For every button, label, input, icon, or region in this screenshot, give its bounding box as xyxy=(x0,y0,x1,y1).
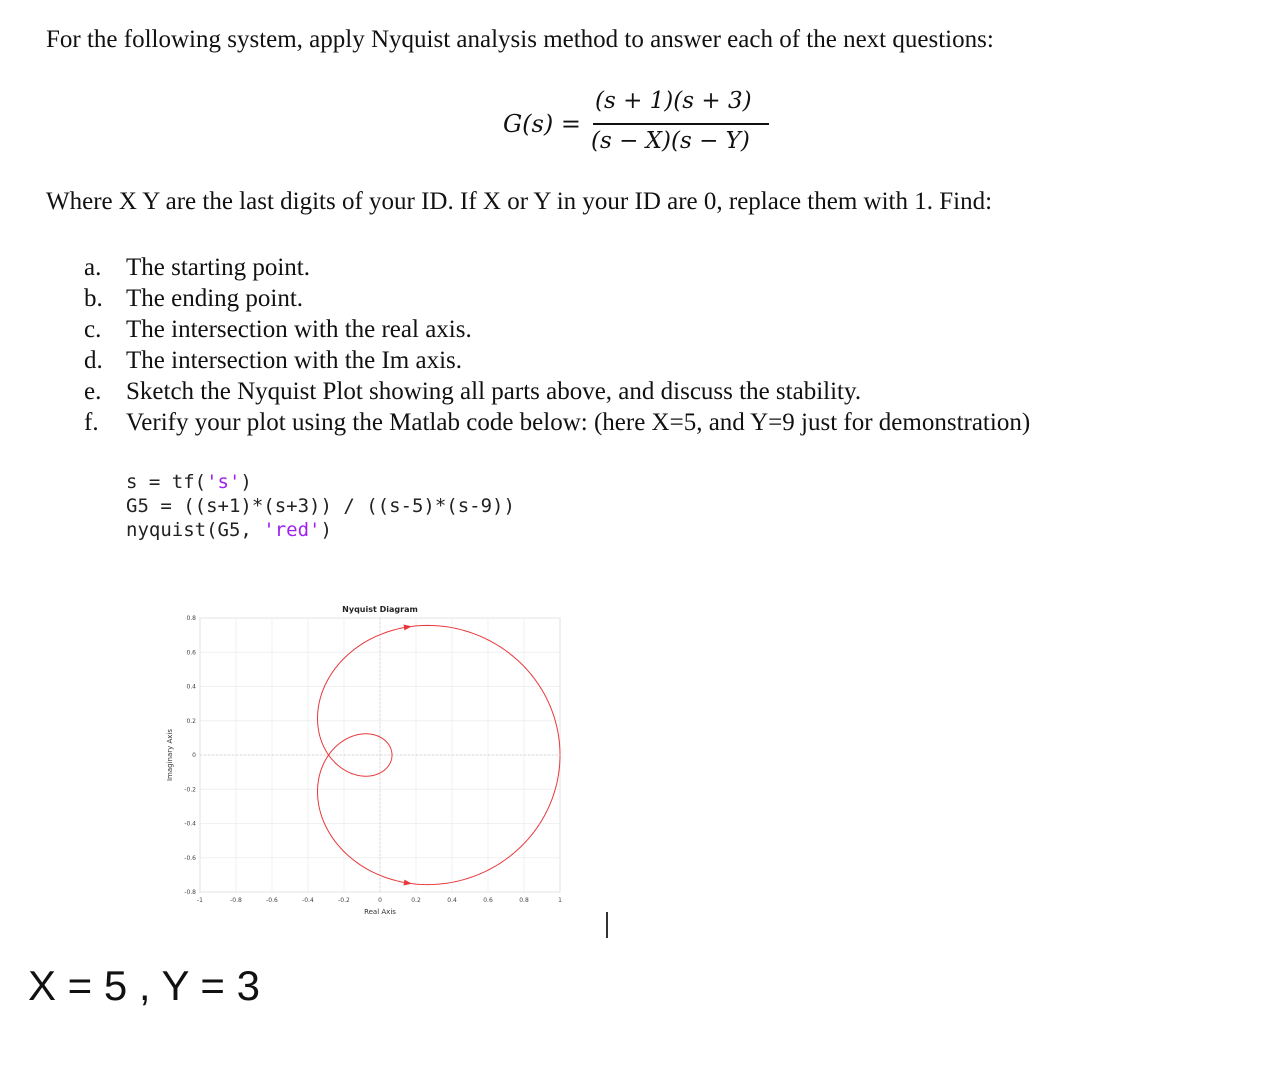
question-text: The intersection with the real axis. xyxy=(126,316,472,343)
code-text: nyquist(G5, xyxy=(126,519,264,541)
y-tick-label: 0.6 xyxy=(186,649,196,657)
y-axis-label: Imaginary Axis xyxy=(166,728,174,782)
x-tick-label: -1 xyxy=(197,897,203,904)
question-text: Sketch the Nyquist Plot showing all parts above, and discuss the stability. xyxy=(126,378,862,405)
x-tick-label: -0.8 xyxy=(230,897,242,904)
y-tick-label: -0.2 xyxy=(184,786,196,794)
question-letter: a. xyxy=(84,254,102,281)
code-text: ) xyxy=(320,519,332,541)
fraction-bar xyxy=(593,123,769,125)
y-tick-label: 0.4 xyxy=(186,683,196,691)
question-letter: d. xyxy=(84,347,103,374)
x-tick-label: 0.8 xyxy=(519,897,529,904)
question-letter: b. xyxy=(84,285,103,312)
question-letter: c. xyxy=(84,316,102,343)
code-string: 'red' xyxy=(263,519,321,541)
code-text: s = tf( xyxy=(126,471,207,493)
intro-text: For the following system, apply Nyquist analysis method to answer each of the next questions: xyxy=(46,26,994,53)
formula-lhs: G(s) = xyxy=(503,110,581,138)
y-tick-label: -0.6 xyxy=(184,854,196,862)
question-letter: f. xyxy=(84,409,99,436)
x-axis-label: Real Axis xyxy=(364,908,396,916)
code-line-2: G5 = ((s+1)*(s+3)) / ((s-5)*(s-9)) xyxy=(126,495,515,517)
x-tick-label: -0.6 xyxy=(266,897,278,904)
code-string: 's' xyxy=(206,471,241,493)
y-tick-label: 0 xyxy=(192,752,196,759)
nyquist-diagram xyxy=(158,596,578,926)
question-letter: e. xyxy=(84,378,102,405)
y-tick-label: -0.8 xyxy=(184,889,196,896)
x-tick-label: -0.2 xyxy=(338,897,350,904)
chart-title: Nyquist Diagram xyxy=(342,605,418,614)
matlab-code xyxy=(126,470,515,542)
x-tick-label: 0.2 xyxy=(411,897,421,904)
x-tick-label: 1 xyxy=(558,897,562,904)
text-cursor xyxy=(606,912,608,938)
transfer-function xyxy=(503,88,773,160)
formula-denominator: (s − X)(s − Y) xyxy=(591,128,750,154)
y-tick-label: 0.8 xyxy=(186,615,196,622)
x-tick-label: 0.4 xyxy=(447,897,457,904)
x-tick-label: -0.4 xyxy=(302,897,314,904)
x-tick-label: 0 xyxy=(378,897,382,904)
question-text: The starting point. xyxy=(126,254,310,281)
answer-values: X = 5 , Y = 3 xyxy=(28,962,260,1009)
code-text: ) xyxy=(240,471,252,493)
x-tick-label: 0.6 xyxy=(483,897,493,904)
y-tick-label: -0.4 xyxy=(184,820,196,828)
question-text: The ending point. xyxy=(126,285,304,312)
formula-numerator: (s + 1)(s + 3) xyxy=(595,88,752,114)
y-tick-label: 0.2 xyxy=(186,717,196,725)
code-line-1 xyxy=(126,470,515,494)
instructions-text: Where X Y are the last digits of your ID. If X or Y in your ID are 0, replace them with 1. Find: xyxy=(46,188,993,215)
code-line-3 xyxy=(126,518,515,542)
question-text: Verify your plot using the Matlab code below: (here X=5, and Y=9 just for demonstration) xyxy=(126,409,1031,436)
question-text: The intersection with the Im axis. xyxy=(126,347,463,374)
